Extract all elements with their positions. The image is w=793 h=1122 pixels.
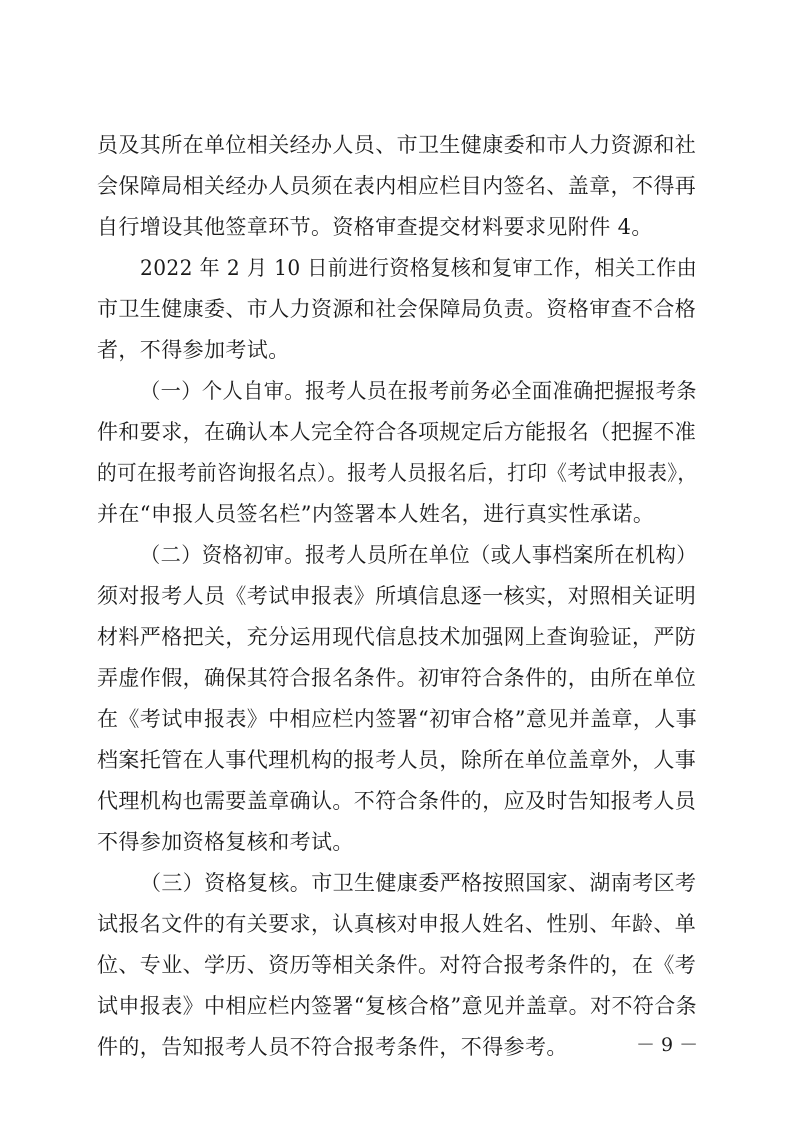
- paragraph-line: 试报名文件的有关要求，认真核对申报人姓名、性别、年龄、单: [97, 912, 697, 936]
- paragraph-line: 自行增设其他签章环节。资格审查提交材料要求见附件 4。: [97, 215, 653, 239]
- paragraph-line: 须对报考人员《考试申报表》所填信息逐一核实，对照相关证明: [97, 584, 697, 608]
- paragraph-line: 弄虚作假，确保其符合报名条件。初审符合条件的，由所在单位: [97, 666, 697, 690]
- paragraph-line: 代理机构也需要盖章确认。不符合条件的，应及时告知报考人员: [97, 789, 697, 813]
- paragraph-line: 材料严格把关，充分运用现代信息技术加强网上查询验证，严防: [97, 625, 697, 649]
- paragraph-line: （三）资格复核。市卫生健康委严格按照国家、湖南考区考: [140, 871, 697, 895]
- paragraph-line: 市卫生健康委、市人力资源和社会保障局负责。资格审查不合格: [97, 297, 697, 321]
- page-number: － 9 －: [636, 1034, 699, 1056]
- paragraph-line: 档案托管在人事代理机构的报考人员，除所在单位盖章外，人事: [97, 748, 697, 772]
- paragraph-line: 试申报表》中相应栏内签署“复核合格”意见并盖章。对不符合条: [97, 994, 698, 1018]
- paragraph-line: 并在“申报人员签名栏”内签署本人姓名，进行真实性承诺。: [97, 502, 655, 526]
- paragraph-line: 在《考试申报表》中相应栏内签署“初审合格”意见并盖章，人事: [97, 707, 698, 731]
- paragraph-line: 员及其所在单位相关经办人员、市卫生健康委和市人力资源和社: [97, 133, 697, 157]
- paragraph-line: 的可在报考前咨询报名点）。报考人员报名后，打印《考试申报表》，: [97, 461, 698, 485]
- paragraph-line: 不得参加资格复核和考试。: [97, 830, 354, 854]
- paragraph-line: （二）资格初审。报考人员所在单位（或人事档案所在机构）: [140, 543, 697, 567]
- paragraph-line: 者，不得参加考试。: [97, 338, 290, 362]
- paragraph-line: 件和要求，在确认本人完全符合各项规定后方能报名（把握不准: [97, 420, 697, 444]
- paragraph-line: 2022 年 2 月 10 日前进行资格复核和复审工作，相关工作由: [140, 256, 698, 280]
- paragraph-line: 会保障局相关经办人员须在表内相应栏目内签名、盖章，不得再: [97, 174, 697, 198]
- paragraph-line: （一）个人自审。报考人员在报考前务必全面准确把握报考条: [140, 379, 697, 403]
- paragraph-line: 位、专业、学历、资历等相关条件。对符合报考条件的，在《考: [97, 953, 697, 977]
- paragraph-line: 件的，告知报考人员不符合报考条件，不得参考。: [97, 1035, 568, 1059]
